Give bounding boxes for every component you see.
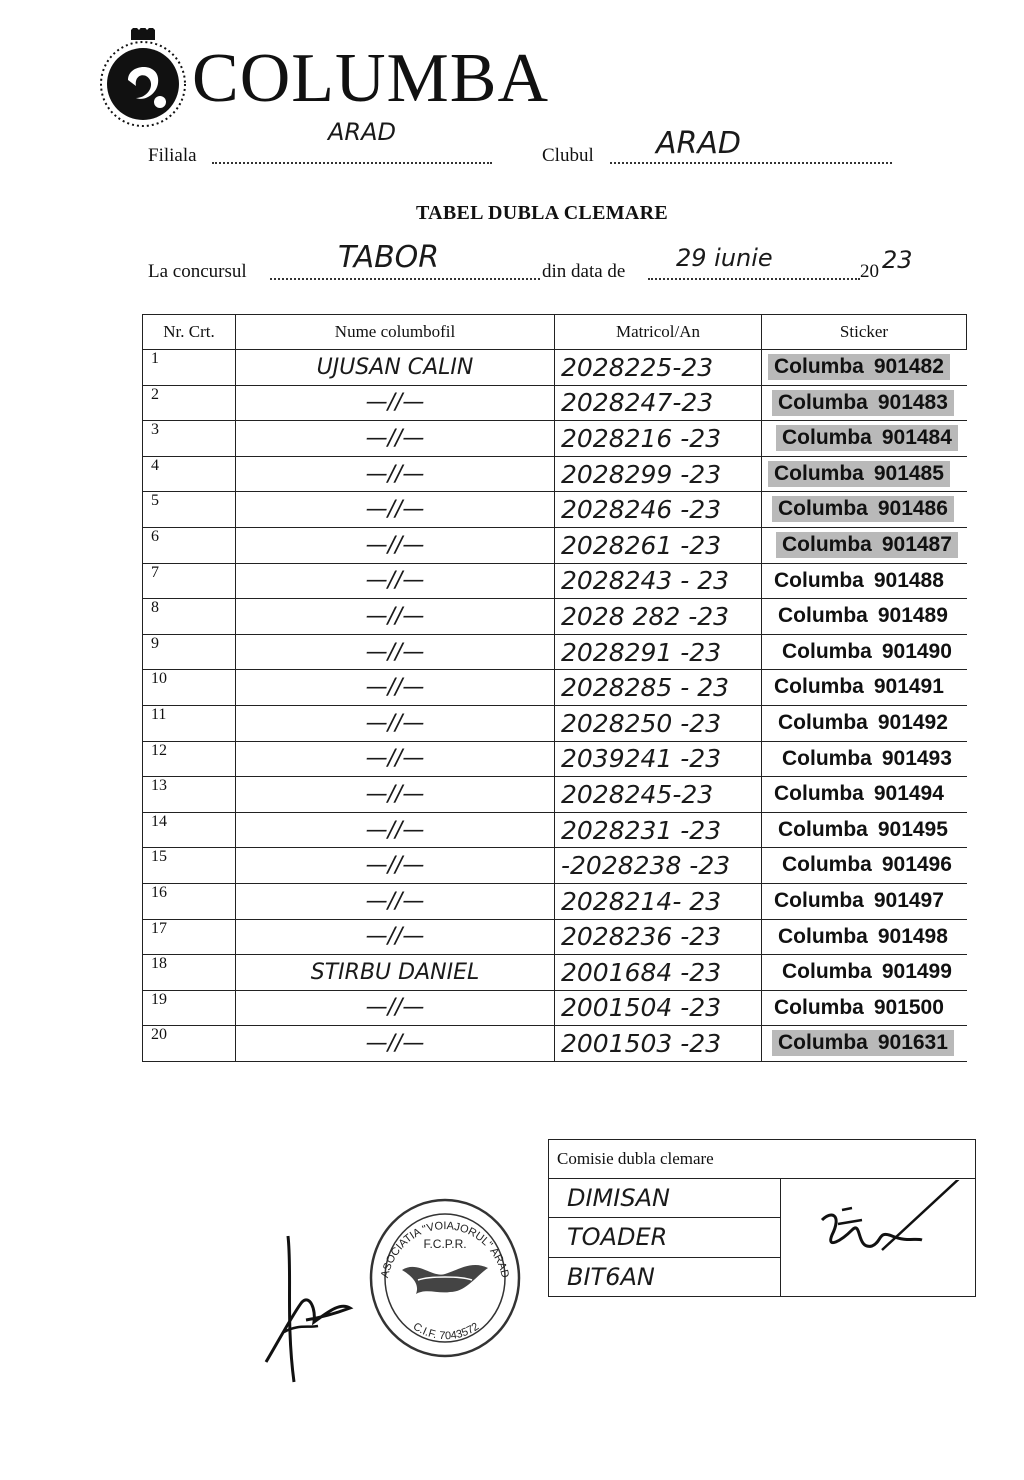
table-row [143,599,967,635]
sticker-brand: Columba [774,782,864,806]
sticker-cell [762,812,967,848]
matricol-cell[interactable]: 2028291 -23 [555,634,762,670]
sticker-number: 901495 [877,817,948,841]
row-number: 4 [143,456,236,492]
commission-table [548,1139,976,1297]
sticker-brand: Columba [774,355,864,378]
clubul-dotted-line [610,162,892,164]
stamp-bottom-text: C.I.F. 7043572 [410,1320,482,1343]
table-row [143,563,967,599]
matricol-cell[interactable]: 2028231 -23 [555,812,762,848]
matricol-cell[interactable]: 2028236 -23 [555,919,762,955]
sticker-brand: Columba [778,497,868,521]
sticker-brand: Columba [778,710,868,734]
sticker-brand: Columba [778,390,868,414]
dubla-clemare-table [142,314,967,1062]
sticker-label [768,674,950,700]
sticker-cell [762,563,967,599]
commission-member-1[interactable]: DIMISAN [549,1179,781,1218]
matricol-cell[interactable]: 2028261 -23 [555,527,762,563]
matricol-cell[interactable]: 2028243 - 23 [555,563,762,599]
sticker-cell [762,1026,967,1062]
sticker-brand: Columba [782,960,872,984]
sticker-label [772,924,954,950]
commission-member-3[interactable]: BIT6AN [549,1257,781,1296]
sticker-cell [762,955,967,991]
matricol-cell[interactable]: 2028247-23 [555,385,762,421]
clubul-value[interactable]: ARAD [656,126,741,161]
matricol-cell[interactable]: 2028250 -23 [555,705,762,741]
date-value[interactable]: 29 iunie [676,244,773,272]
matricol-cell[interactable]: -2028238 -23 [555,848,762,884]
fancier-name-cell[interactable]: —//— [236,670,555,706]
table-body [143,350,967,1062]
sticker-label [772,603,954,629]
table-row [143,883,967,919]
row-number: 2 [143,385,236,421]
sticker-label [776,746,958,772]
sticker-number: 901488 [873,568,944,592]
fancier-name-cell[interactable]: —//— [236,848,555,884]
fancier-name-cell[interactable]: —//— [236,492,555,528]
sticker-brand: Columba [782,639,872,663]
sticker-number: 901492 [877,710,948,734]
fancier-name-cell[interactable]: UJUSAN CALIN [236,350,555,386]
commission-signature-icon [782,1180,972,1290]
sticker-brand: Columba [778,1031,868,1055]
commission-member-2[interactable]: TOADER [549,1218,781,1257]
sticker-label [776,852,958,878]
table-row [143,456,967,492]
sticker-number: 901484 [881,426,952,450]
fancier-name-cell[interactable]: —//— [236,456,555,492]
commission-header-row [549,1140,976,1179]
sticker-number: 901489 [877,604,948,628]
sticker-label [776,425,958,451]
filiala-dotted-line [212,162,492,164]
matricol-cell[interactable]: 2001684 -23 [555,955,762,991]
filiala-label: Filiala [148,145,197,166]
row-number: 1 [143,350,236,386]
row-number: 8 [143,599,236,635]
sticker-number: 901631 [877,1031,948,1055]
matricol-cell[interactable]: 2028 282 -23 [555,599,762,635]
sticker-cell [762,385,967,421]
row-number: 7 [143,563,236,599]
association-stamp [368,1196,522,1360]
sticker-cell [762,421,967,457]
sticker-number: 901491 [873,675,944,699]
commission-row [549,1179,976,1218]
fancier-name-cell[interactable]: —//— [236,385,555,421]
row-number: 14 [143,812,236,848]
header-sticker: Sticker [762,315,967,350]
table-header-row [143,315,967,350]
document-title: TABEL DUBLA CLEMARE [415,202,669,224]
row-number: 9 [143,634,236,670]
header-nume-columbofil: Nume columbofil [236,315,555,350]
sticker-number: 901490 [881,639,952,663]
sticker-label [768,995,950,1021]
sticker-brand: Columba [778,817,868,841]
sticker-brand: Columba [774,568,864,592]
sticker-label [772,817,954,843]
matricol-cell[interactable]: 2028246 -23 [555,492,762,528]
row-number: 15 [143,848,236,884]
sticker-brand: Columba [782,532,872,556]
clubul-label: Clubul [542,145,594,166]
sticker-cell [762,883,967,919]
year-suffix[interactable]: 23 [882,246,913,274]
matricol-cell[interactable]: 2001503 -23 [555,1026,762,1062]
table-row [143,848,967,884]
sticker-cell [762,990,967,1026]
sticker-label [768,888,950,914]
brand-name: COLUMBA [192,40,550,117]
fancier-name-cell[interactable]: —//— [236,705,555,741]
sticker-cell [762,456,967,492]
matricol-cell[interactable]: 2028216 -23 [555,421,762,457]
table-row [143,955,967,991]
sticker-cell [762,599,967,635]
sticker-cell [762,350,967,386]
table-row [143,421,967,457]
stamp-middle-text: F.C.P.R. [423,1237,467,1251]
sticker-cell [762,492,967,528]
matricol-cell[interactable]: 2028245-23 [555,777,762,813]
sticker-brand: Columba [774,461,864,485]
table-row [143,777,967,813]
fancier-name-cell[interactable]: —//— [236,1026,555,1062]
sticker-number: 901496 [881,853,952,877]
sticker-cell [762,634,967,670]
sticker-brand: Columba [782,426,872,450]
matricol-cell[interactable]: 2028285 - 23 [555,670,762,706]
sticker-label [772,710,954,736]
row-number: 19 [143,990,236,1026]
fancier-name-cell[interactable]: —//— [236,563,555,599]
fancier-name-cell[interactable]: —//— [236,599,555,635]
table-row [143,812,967,848]
sticker-cell [762,705,967,741]
table-row [143,705,967,741]
table-row [143,350,967,386]
table-row [143,1026,967,1062]
commission-signature-cell [781,1179,976,1297]
sticker-label [768,461,950,487]
matricol-cell[interactable]: 2028299 -23 [555,456,762,492]
table-row [143,670,967,706]
row-number: 11 [143,705,236,741]
fancier-name-cell[interactable]: STIRBU DANIEL [236,955,555,991]
concurs-dotted-line [270,278,540,280]
commission-title: Comisie dubla clemare [549,1140,976,1179]
sticker-number: 901494 [873,782,944,806]
matricol-cell[interactable]: 2001504 -23 [555,990,762,1026]
table-row [143,919,967,955]
fancier-name-cell[interactable]: —//— [236,741,555,777]
row-number: 12 [143,741,236,777]
la-concursul-label: La concursul [148,261,247,282]
sticker-label [768,354,950,380]
table-row [143,385,967,421]
sticker-number: 901487 [881,532,952,556]
filiala-value[interactable]: ARAD [328,118,396,146]
sticker-cell [762,741,967,777]
sticker-brand: Columba [782,746,872,770]
sticker-number: 901486 [877,497,948,521]
sticker-label [768,781,950,807]
svg-text:C.I.F. 7043572 [411,1321,481,1343]
row-number: 16 [143,883,236,919]
row-number: 6 [143,527,236,563]
sticker-cell [762,919,967,955]
table-row [143,634,967,670]
sticker-cell [762,777,967,813]
sticker-number: 901482 [873,355,944,378]
sticker-brand: Columba [774,888,864,912]
din-data-label: din data de [542,261,626,282]
sticker-number: 901485 [873,461,944,485]
fancier-name-cell[interactable]: —//— [236,990,555,1026]
sticker-number: 901499 [881,960,952,984]
sticker-cell [762,670,967,706]
row-number: 18 [143,955,236,991]
sticker-label [768,568,950,594]
row-number: 13 [143,777,236,813]
row-number: 5 [143,492,236,528]
sticker-cell [762,527,967,563]
header-matricol-an: Matricol/An [555,315,762,350]
table-row [143,527,967,563]
sticker-brand: Columba [778,924,868,948]
table-row [143,990,967,1026]
sticker-label [772,1030,954,1056]
sticker-brand: Columba [782,853,872,877]
year-prefix: 20 [860,261,879,282]
row-number: 17 [143,919,236,955]
matricol-cell[interactable]: 2028214- 23 [555,883,762,919]
sticker-number: 901493 [881,746,952,770]
sticker-label [776,532,958,558]
table-row [143,741,967,777]
fancier-name-cell[interactable]: —//— [236,634,555,670]
row-number: 10 [143,670,236,706]
sticker-brand: Columba [774,995,864,1019]
header-nr-crt: Nr. Crt. [143,315,236,350]
sticker-number: 901497 [873,888,944,912]
fancier-name-cell[interactable]: —//— [236,777,555,813]
sticker-label [772,390,954,416]
sticker-number: 901498 [877,924,948,948]
columba-logo-icon [98,28,188,130]
left-signature-icon [258,1232,368,1392]
table-row [143,492,967,528]
row-number: 20 [143,1026,236,1062]
sticker-number: 901483 [877,390,948,414]
sticker-cell [762,848,967,884]
stamp-top-text: ASOCIATIA "VOIAJORUL" ARAD [379,1220,511,1280]
fancier-name-cell[interactable]: —//— [236,919,555,955]
sticker-number: 901500 [873,995,944,1019]
sticker-brand: Columba [778,604,868,628]
sticker-label [772,496,954,522]
fancier-name-cell[interactable]: —//— [236,421,555,457]
date-dotted-line [648,278,860,280]
fancier-name-cell[interactable]: —//— [236,812,555,848]
sticker-label [776,959,958,985]
sticker-brand: Columba [774,675,864,699]
sticker-label [776,639,958,665]
row-number: 3 [143,421,236,457]
fancier-name-cell[interactable]: —//— [236,883,555,919]
matricol-cell[interactable]: 2039241 -23 [555,741,762,777]
concurs-value[interactable]: TABOR [338,240,440,275]
matricol-cell[interactable]: 2028225-23 [555,350,762,386]
fancier-name-cell[interactable]: —//— [236,527,555,563]
